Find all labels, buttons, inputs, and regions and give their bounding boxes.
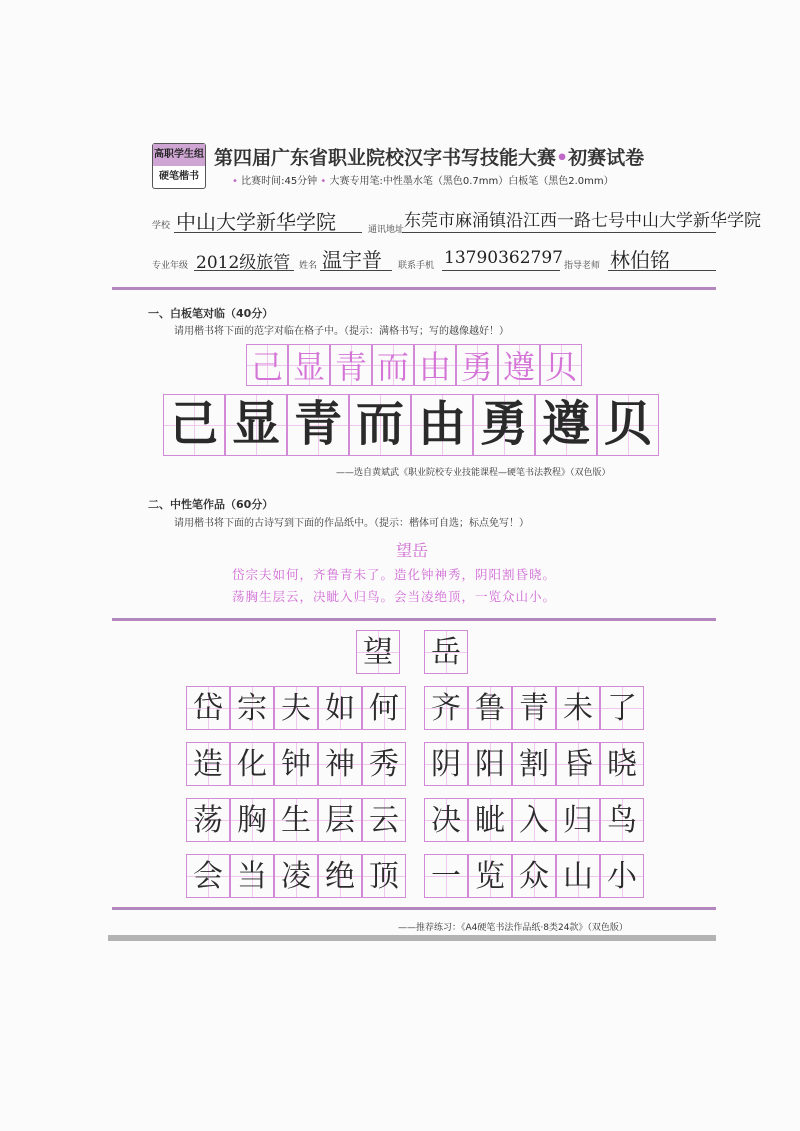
work-cell[interactable]: 小 (600, 854, 644, 898)
work-cell[interactable]: 齐 (424, 686, 468, 730)
copy-cell[interactable]: 贝 (597, 394, 659, 456)
work-cell[interactable]: 鲁 (468, 686, 512, 730)
work-cell[interactable]: 绝 (318, 854, 362, 898)
copy-cell[interactable]: 遵 (535, 394, 597, 456)
work-cell[interactable]: 入 (512, 798, 556, 842)
phone-underline (442, 270, 560, 271)
meta-dot-2: • (320, 176, 327, 187)
title-dot: • (556, 147, 569, 169)
title-suffix: 初赛试卷 (568, 147, 645, 169)
work-cell[interactable]: 决 (424, 798, 468, 842)
teacher-label: 指导老师 (564, 261, 601, 271)
section2-instruction: 请用楷书将下面的古诗写到下面的作品纸中。（提示：楷体可自选；标点免写！） (174, 518, 529, 529)
section2-title: 二、中性笔作品（60分） (148, 498, 274, 511)
work-cell[interactable]: 未 (556, 686, 600, 730)
work-top-bar (112, 618, 716, 621)
meta-time: 比赛时间:45分钟 (241, 176, 318, 187)
sample-cell: 贝 (540, 344, 582, 386)
work-bottom-bar (112, 907, 716, 910)
work-cell[interactable]: 昏 (556, 742, 600, 786)
work-cell[interactable]: 当 (230, 854, 274, 898)
copy-cell[interactable]: 勇 (473, 394, 535, 456)
section1-instruction: 请用楷书将下面的范字对临在格子中。（提示：满格书写；写的越像越好！） (174, 326, 509, 337)
name-underline (320, 270, 392, 271)
section1-title: 一、白板笔对临（40分） (148, 307, 274, 320)
sample-cell: 青 (330, 344, 372, 386)
address-label: 通讯地址 (368, 225, 405, 235)
major-value[interactable]: 2012级旅管 (196, 253, 291, 273)
recommend-note: ——推荐练习：《A4硬笔书法作品纸·8类24款》（双色版） (398, 923, 628, 933)
work-cell[interactable]: 秀 (362, 742, 406, 786)
badge-category: 硬笔楷书 (159, 171, 199, 182)
work-cell[interactable]: 眦 (468, 798, 512, 842)
work-cell[interactable]: 造 (186, 742, 230, 786)
exam-meta (232, 172, 614, 187)
work-cell[interactable]: 众 (512, 854, 556, 898)
teacher-underline (608, 270, 716, 271)
phone-value[interactable]: 13790362797 (444, 248, 563, 268)
work-cell[interactable]: 胸 (230, 798, 274, 842)
work-cell[interactable]: 鸟 (600, 798, 644, 842)
sample-cell: 勇 (456, 344, 498, 386)
header-divider (112, 287, 716, 290)
section1-source: ——选自黄斌武《职业院校专业技能课程—硬笔书法教程》（双色版） (336, 468, 611, 478)
badge-group: 高职学生组 (153, 144, 205, 166)
school-value[interactable]: 中山大学新华学院 (176, 210, 336, 234)
work-cell[interactable]: 凌 (274, 854, 318, 898)
work-cell[interactable]: 青 (512, 686, 556, 730)
work-cell[interactable]: 如 (318, 686, 362, 730)
copy-cell[interactable]: 显 (225, 394, 287, 456)
sample-cell: 由 (414, 344, 456, 386)
copy-cell[interactable]: 己 (163, 394, 225, 456)
work-cell[interactable]: 神 (318, 742, 362, 786)
work-cell[interactable]: 了 (600, 686, 644, 730)
address-value[interactable]: 东莞市麻涌镇沿江西一路七号中山大学新华学院 (404, 211, 761, 231)
work-cell[interactable]: 夫 (274, 686, 318, 730)
teacher-value[interactable]: 林伯铭 (610, 248, 670, 272)
school-label: 学校 (152, 221, 171, 231)
work-cell[interactable]: 阳 (468, 742, 512, 786)
meta-dot: • (232, 176, 238, 187)
sample-cell: 己 (246, 344, 288, 386)
meta-pens: 大赛专用笔:中性墨水笔（黑色0.7mm）白板笔（黑色2.0mm） (329, 176, 614, 187)
work-cell[interactable]: 层 (318, 798, 362, 842)
poem-line: 荡胸生层云，决眦入归鸟。会当凌绝顶，一览众山小。 (232, 589, 557, 604)
address-underline (402, 232, 716, 233)
sample-cell: 显 (288, 344, 330, 386)
work-cell[interactable]: 云 (362, 798, 406, 842)
group-badge (152, 143, 206, 189)
sample-cell: 遵 (498, 344, 540, 386)
sample-cell: 而 (372, 344, 414, 386)
work-cell[interactable]: 览 (468, 854, 512, 898)
work-cell[interactable]: 归 (556, 798, 600, 842)
work-cell[interactable]: 会 (186, 854, 230, 898)
major-label: 专业年级 (152, 261, 189, 271)
work-cell[interactable]: 何 (362, 686, 406, 730)
poem-title: 望岳 (396, 541, 429, 560)
copy-cell[interactable]: 由 (411, 394, 473, 456)
work-cell[interactable]: 荡 (186, 798, 230, 842)
work-title-cell[interactable]: 望 (356, 630, 400, 674)
work-cell[interactable]: 山 (556, 854, 600, 898)
copy-cell[interactable]: 而 (349, 394, 411, 456)
phone-label: 联系手机 (398, 261, 435, 271)
name-value[interactable]: 温宇普 (322, 248, 382, 272)
work-cell[interactable]: 一 (424, 854, 468, 898)
work-cell[interactable]: 阴 (424, 742, 468, 786)
name-label: 姓名 (299, 261, 318, 271)
title-main: 第四届广东省职业院校汉字书写技能大赛 (214, 147, 557, 169)
page-bottom-bar (108, 935, 716, 941)
work-cell[interactable]: 生 (274, 798, 318, 842)
work-cell[interactable]: 化 (230, 742, 274, 786)
work-cell[interactable]: 钟 (274, 742, 318, 786)
poem-line: 岱宗夫如何，齐鲁青未了。造化钟神秀，阴阳割昏晓。 (232, 567, 557, 582)
school-underline (174, 232, 362, 233)
major-underline (194, 270, 294, 271)
work-cell[interactable]: 顶 (362, 854, 406, 898)
work-title-cell[interactable]: 岳 (424, 630, 468, 674)
copy-cell[interactable]: 青 (287, 394, 349, 456)
work-cell[interactable]: 晓 (600, 742, 644, 786)
work-cell[interactable]: 宗 (230, 686, 274, 730)
work-cell[interactable]: 割 (512, 742, 556, 786)
work-cell[interactable]: 岱 (186, 686, 230, 730)
page-title (214, 143, 644, 170)
